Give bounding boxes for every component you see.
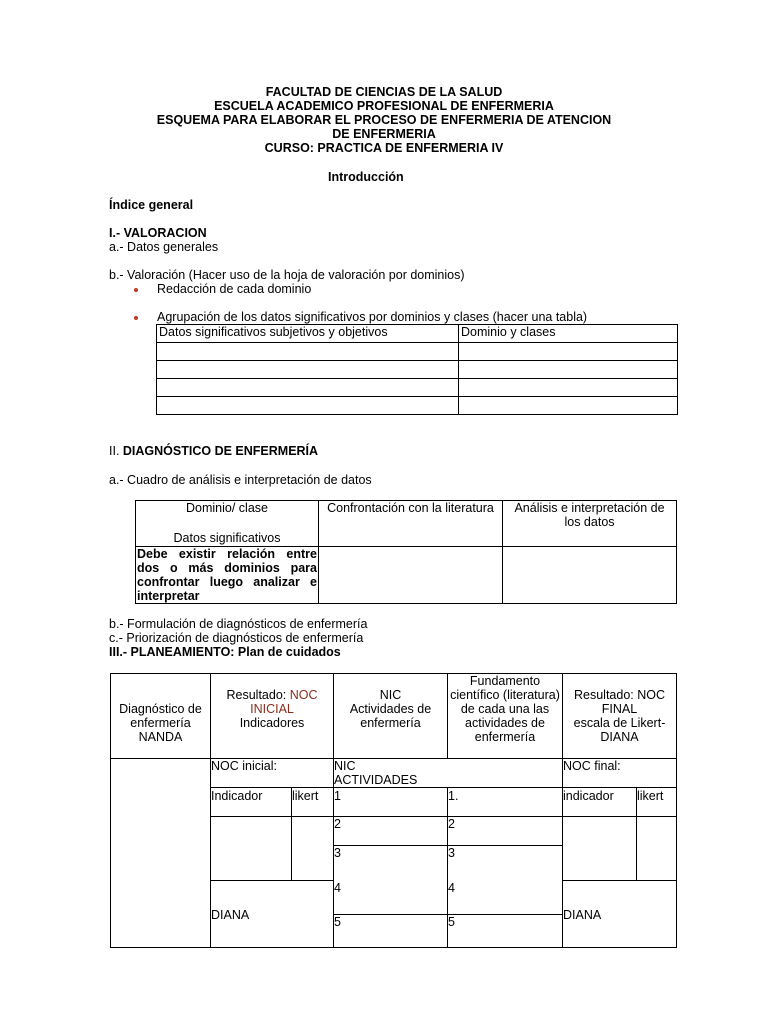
analysis-note: Debe existir relación entre dos o más dominios para confrontar luego analizar e interpretar — [137, 547, 317, 603]
valoracion-col1-header: Datos significativos subjetivos y objetivos — [157, 325, 459, 343]
header-faculty: FACULTAD DE CIENCIAS DE LA SALUD — [265, 85, 503, 99]
section2-prefix: II. — [109, 444, 120, 458]
analysis-table — [135, 500, 677, 604]
plan-actividades: ACTIVIDADES — [334, 773, 418, 787]
section1-a: a.- Datos generales — [109, 240, 219, 254]
section2-title: DIAGNÓSTICO DE ENFERMERÍA — [122, 444, 319, 458]
bullet-icon — [134, 288, 138, 292]
plan-header-nic: NIC Actividades de enfermería — [349, 688, 432, 730]
plan-header-foundation: Fundamento científico (literatura) de cada una las actividades de enfermería — [450, 674, 560, 744]
plan-noc-final: NOC final: — [563, 759, 621, 773]
section1-bullet2: Agrupación de los datos significativos por dominios y clases (hacer una tabla) — [157, 310, 588, 324]
section2-c: c.- Priorización de diagnósticos de enfermería — [109, 631, 364, 645]
valoracion-table — [156, 324, 678, 415]
valoracion-col2-header: Dominio y clases — [459, 325, 678, 343]
section2-a: a.- Cuadro de análisis e interpretación de datos — [109, 473, 372, 487]
plan-likert: likert — [292, 789, 319, 803]
table-row — [157, 397, 678, 415]
plan-indicador-final: indicador — [563, 789, 614, 803]
plan-found-3: 3 — [448, 846, 455, 860]
header-school: ESCUELA ACADEMICO PROFESIONAL DE ENFERMERIA — [214, 99, 554, 113]
header-course: CURSO: PRACTICA DE ENFERMERIA IV — [264, 141, 504, 155]
section2-title-line — [109, 444, 318, 458]
plan-found-2: 2 — [448, 817, 455, 831]
section2-b: b.- Formulación de diagnósticos de enfermería — [109, 617, 368, 631]
plan-header-diagnosis: Diagnóstico de enfermería NANDA — [119, 702, 202, 744]
plan-found-5: 5 — [448, 915, 455, 929]
section3-title: III.- PLANEAMIENTO: Plan de cuidados — [109, 645, 341, 659]
plan-diana-final: DIANA — [563, 908, 602, 922]
plan-nic-3: 3 — [334, 846, 341, 860]
table-row — [157, 379, 678, 397]
plan-indicador: Indicador — [211, 789, 263, 803]
document-header — [100, 85, 668, 155]
plan-nic-5: 5 — [334, 915, 341, 929]
analysis-header-analysis: Análisis e interpretación de los datos — [503, 501, 677, 547]
plan-diana-initial: DIANA — [211, 908, 250, 922]
bullet-icon — [134, 316, 138, 320]
analysis-header-literature: Confrontación con la literatura — [319, 501, 503, 547]
index-heading: Índice general — [109, 198, 194, 212]
plan-found-1: 1. — [448, 789, 459, 803]
intro-heading: Introducción — [328, 170, 404, 184]
table-row — [136, 547, 677, 604]
analysis-header-domain: Dominio/ clase Datos significativos — [136, 501, 319, 547]
plan-found-4: 4 — [448, 881, 455, 895]
plan-header-noc-initial: Resultado: NOC INICIAL Indicadores — [226, 688, 318, 730]
table-row — [157, 343, 678, 361]
section1-title: I.- VALORACION — [109, 226, 207, 240]
section1-bullet1: Redacción de cada dominio — [157, 282, 312, 296]
plan-noc-inicial: NOC inicial: — [211, 759, 277, 773]
plan-likert-final: likert — [637, 789, 664, 803]
header-scheme-cont: DE ENFERMERIA — [332, 127, 436, 141]
table-row — [157, 361, 678, 379]
plan-nic: NIC — [334, 759, 356, 773]
plan-nic-2: 2 — [334, 817, 341, 831]
section1-b: b.- Valoración (Hacer uso de la hoja de valoración por dominios) — [109, 268, 465, 282]
header-scheme: ESQUEMA PARA ELABORAR EL PROCESO DE ENFERMERIA DE ATENCION — [156, 113, 612, 127]
plan-nic-4: 4 — [334, 881, 341, 895]
plan-nic-1: 1 — [334, 789, 341, 803]
plan-header-noc-final: Resultado: NOC FINAL escala de Likert- DIANA — [573, 688, 666, 744]
